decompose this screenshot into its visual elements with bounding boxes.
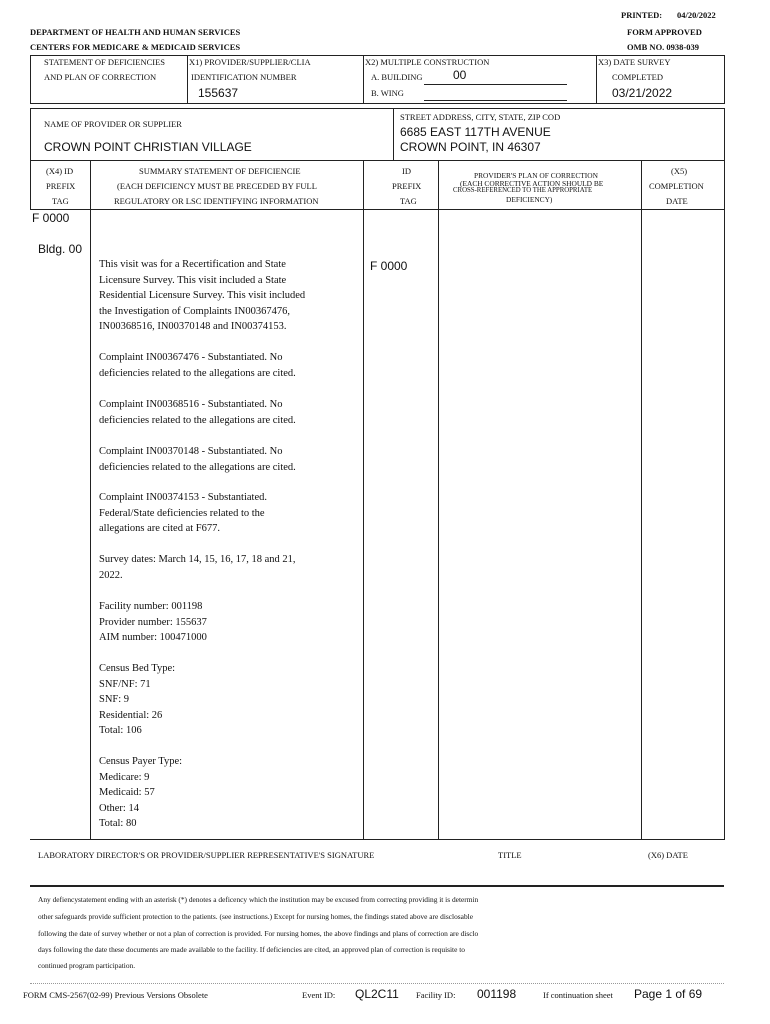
signature-divider <box>30 885 724 887</box>
plan-sublabel-3: DEFICIENCY) <box>506 195 553 204</box>
plan-sublabel-1: (EACH CORRECTIVE ACTION SHOULD BE <box>460 179 604 188</box>
title-label: TITLE <box>498 850 522 860</box>
x6-date-label: (X6) DATE <box>648 850 688 860</box>
building-label: A. BUILDING <box>371 72 423 82</box>
printed-label: PRINTED: <box>621 10 663 20</box>
form-approved: FORM APPROVED <box>627 27 702 37</box>
right-tag: F 0000 <box>370 259 408 273</box>
x2-label: X2) MULTIPLE CONSTRUCTION <box>365 57 490 67</box>
printed-date: 04/20/2022 <box>677 10 716 20</box>
provider-id-number: 155637 <box>198 86 239 100</box>
address-line2: CROWN POINT, IN 46307 <box>400 140 541 154</box>
id-tag: TAG <box>400 196 417 206</box>
wing-label: B. WING <box>371 88 404 98</box>
census-payer-paragraph: Census Payer Type: Medicare: 9 Medicaid: 57 Other: 14 Total: 80 <box>99 756 183 829</box>
statement-label: STATEMENT OF DEFICIENCIES <box>44 57 166 67</box>
complaint-paragraph: Complaint IN00367476 - Substantiated. No deficiencies related to the allegations are cited. <box>99 352 296 379</box>
census-bed-paragraph: Census Bed Type: SNF/NF: 71 SNF: 9 Residential: 26 Total: 106 <box>99 663 176 736</box>
address-label: STREET ADDRESS, CITY, STATE, ZIP COD <box>400 112 561 122</box>
footer-divider <box>30 983 724 984</box>
address-line1: 6685 EAST 117TH AVENUE <box>400 125 551 139</box>
facility-id-value: 001198 <box>477 987 517 1001</box>
survey-dates-paragraph: Survey dates: March 14, 15, 16, 17, 18 and 21, 2022. <box>99 554 296 581</box>
facility-numbers-paragraph: Facility number: 001198 Provider number: 155637 AIM number: 100471000 <box>99 601 207 643</box>
complaint-paragraph: Complaint IN00370148 - Substantiated. No deficiencies related to the allegations are cited. <box>99 446 296 473</box>
x1-label: X1) PROVIDER/SUPPLIER/CLIA <box>189 57 311 67</box>
plan-label: PROVIDER'S PLAN OF CORRECTION <box>474 171 598 180</box>
summary-sublabel-2: REGULATORY OR LSC IDENTIFYING INFORMATION <box>114 196 319 206</box>
building-tag: Bldg. 00 <box>38 242 83 256</box>
omb-number: OMB NO. 0938-039 <box>627 42 700 52</box>
survey-completed-date: 03/21/2022 <box>612 86 673 100</box>
form-number: FORM CMS-2567(02-99) Previous Versions Obsolete <box>23 990 208 1000</box>
id-label: ID <box>402 166 411 176</box>
summary-sublabel-1: (EACH DEFICIENCY MUST BE PRECEDED BY FULL <box>117 181 317 191</box>
page-number: Page 1 of 69 <box>634 987 703 1001</box>
department-name: DEPARTMENT OF HEALTH AND HUMAN SERVICES <box>30 27 241 37</box>
building-value: 00 <box>453 68 467 82</box>
signature-label: LABORATORY DIRECTOR'S OR PROVIDER/SUPPLIER REPRESENTATIVE'S SIGNATURE <box>38 850 375 860</box>
x3-sublabel: COMPLETED <box>612 72 663 82</box>
event-id-label: Event ID: <box>302 990 336 1000</box>
visit-paragraph: This visit was for a Recertification and State Licensure Survey. This visit included a State Residential Licensure Survey. This visit included the Investigation of Complaints IN00367476, IN00368516, IN00370148 and IN00374153. <box>99 259 306 332</box>
x5-completion: COMPLETION <box>649 181 704 191</box>
facility-id-label: Facility ID: <box>416 990 456 1000</box>
plan-sublabel-2: CROSS-REFERENCED TO THE APPROPRIATE <box>453 187 593 194</box>
x5-date: DATE <box>666 196 688 206</box>
complaint-paragraph: Complaint IN00368516 - Substantiated. No deficiencies related to the allegations are cited. <box>99 399 296 426</box>
x4-tag: TAG <box>52 196 69 206</box>
x4-prefix: PREFIX <box>46 181 76 191</box>
continuation-sheet-label: If continuation sheet <box>543 990 613 1000</box>
complaint-paragraph: Complaint IN00374153 - Substantiated. Federal/State deficiencies related to the allegations are cited at F677. <box>99 492 267 534</box>
summary-label: SUMMARY STATEMENT OF DEFICIENCIE <box>139 166 301 176</box>
x4-label: (X4) ID <box>46 166 74 176</box>
plan-of-correction-label: AND PLAN OF CORRECTION <box>44 72 157 82</box>
provider-name-label: NAME OF PROVIDER OR SUPPLIER <box>44 119 182 129</box>
left-tag: F 0000 <box>32 211 70 225</box>
agency-name: CENTERS FOR MEDICARE & MEDICAID SERVICES <box>30 42 241 52</box>
id-prefix: PREFIX <box>392 181 422 191</box>
x1-sublabel: IDENTIFICATION NUMBER <box>191 72 297 82</box>
event-id-value: QL2C11 <box>355 987 399 1001</box>
provider-name: CROWN POINT CHRISTIAN VILLAGE <box>44 140 252 154</box>
x5-label: (X5) <box>671 166 688 176</box>
x3-label: X3) DATE SURVEY <box>598 57 671 67</box>
